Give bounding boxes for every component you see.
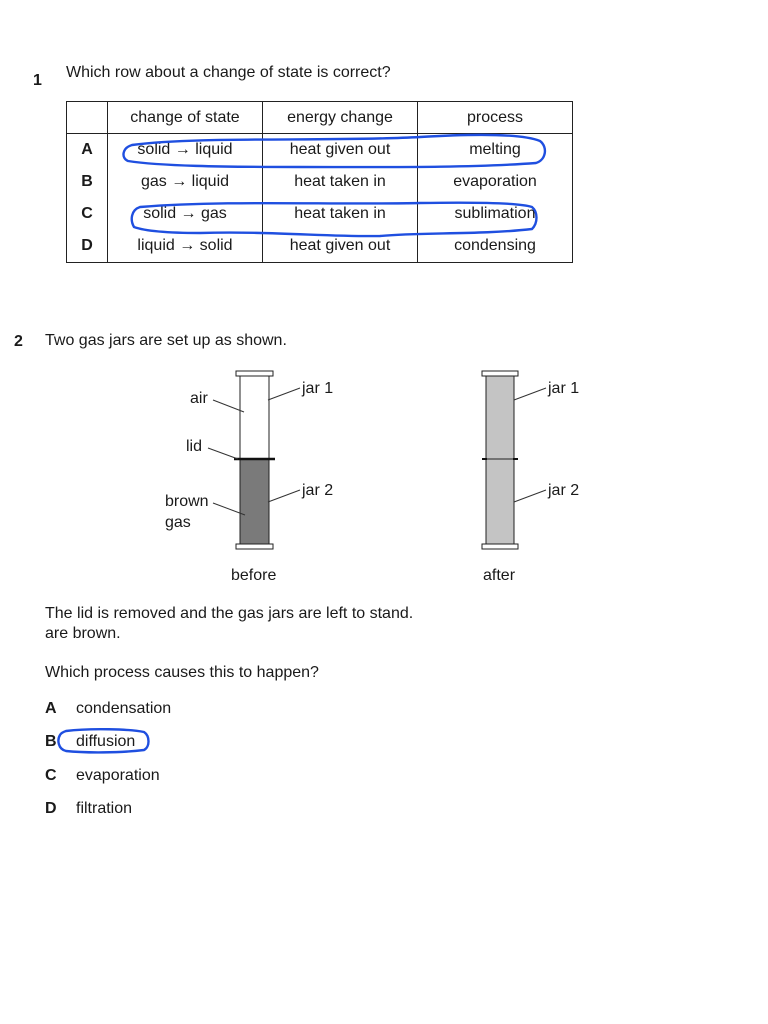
row-process: melting: [418, 134, 573, 167]
table-header-process: process: [418, 102, 573, 134]
table-header-row: [67, 102, 573, 134]
option-letter: B: [45, 733, 57, 750]
label-jar-2-after: jar 2: [548, 482, 580, 499]
label-brown: brown: [165, 493, 209, 510]
row-change: solid → liquid: [108, 134, 263, 167]
change-of-state-table: [66, 101, 573, 263]
row-process: condensing: [418, 230, 573, 263]
option-text: evaporation: [76, 767, 160, 784]
question-2-intro: Two gas jars are set up as shown.: [45, 332, 287, 349]
row-energy: heat taken in: [263, 198, 418, 230]
option-text: filtration: [76, 800, 133, 817]
table-row[interactable]: [67, 134, 573, 167]
row-letter: C: [67, 198, 108, 230]
label-jar-2-before: jar 2: [302, 482, 334, 499]
label-lid: lid: [186, 438, 203, 455]
row-letter: B: [67, 166, 108, 198]
row-letter: A: [67, 134, 108, 167]
label-gas: gas: [165, 514, 191, 531]
after-apparatus: [482, 371, 579, 584]
table-header-change: change of state: [108, 102, 263, 134]
before-apparatus: [165, 371, 333, 584]
option-c[interactable]: [45, 767, 160, 785]
question-2-stem-line-2: are brown.: [45, 625, 121, 642]
label-jar-1-after: jar 1: [548, 380, 580, 397]
caption-after: after: [483, 567, 516, 584]
lid-leader: [208, 448, 238, 459]
table-row[interactable]: [67, 230, 573, 263]
air-leader: [213, 400, 244, 412]
option-b[interactable]: [45, 733, 135, 751]
row-process: sublimation: [418, 198, 573, 230]
table-header-energy: energy change: [263, 102, 418, 134]
row-energy: heat given out: [263, 230, 418, 263]
option-letter: C: [45, 767, 57, 784]
row-change: solid → gas: [108, 198, 263, 230]
row-change: gas → liquid: [108, 166, 263, 198]
jar-1-top-rim: [236, 371, 273, 376]
table-row[interactable]: [67, 198, 573, 230]
jar-1-leader-before: [268, 388, 300, 400]
question-2-prompt: Which process causes this to happen?: [45, 664, 319, 681]
label-jar-1-before: jar 1: [302, 380, 334, 397]
table-header-blank: [67, 102, 108, 134]
jar-1-before: [240, 375, 269, 459]
jar-1-after: [486, 375, 514, 459]
option-letter: A: [45, 700, 57, 717]
question-2-number: 2: [14, 333, 23, 350]
row-change: liquid → solid: [108, 230, 263, 263]
jar-2-leader-after: [514, 490, 546, 502]
jar-2-leader-before: [268, 490, 300, 502]
jar-2-bottom-rim-after: [482, 544, 518, 549]
question-2-stem-line-1: The lid is removed and the gas jars are left to stand.: [45, 605, 414, 622]
option-text: diffusion: [76, 733, 136, 750]
row-energy: heat given out: [263, 134, 418, 167]
row-energy: heat taken in: [263, 166, 418, 198]
row-process: evaporation: [418, 166, 573, 198]
jar-2-after: [486, 459, 514, 546]
option-letter: D: [45, 800, 57, 817]
jar-2-before: [240, 459, 269, 546]
gas-jar-diagram: [0, 360, 768, 600]
option-text: condensation: [76, 700, 172, 717]
label-air: air: [190, 390, 208, 407]
caption-before: before: [231, 567, 277, 584]
row-letter: D: [67, 230, 108, 263]
table-row[interactable]: [67, 166, 573, 198]
jar-2-bottom-rim: [236, 544, 273, 549]
jar-1-leader-after: [514, 388, 546, 400]
question-1-text: Which row about a change of state is correct?: [66, 64, 391, 81]
option-d[interactable]: [45, 800, 132, 818]
jar-1-top-rim-after: [482, 371, 518, 376]
question-1-number: 1: [33, 72, 42, 89]
option-a[interactable]: [45, 700, 171, 718]
